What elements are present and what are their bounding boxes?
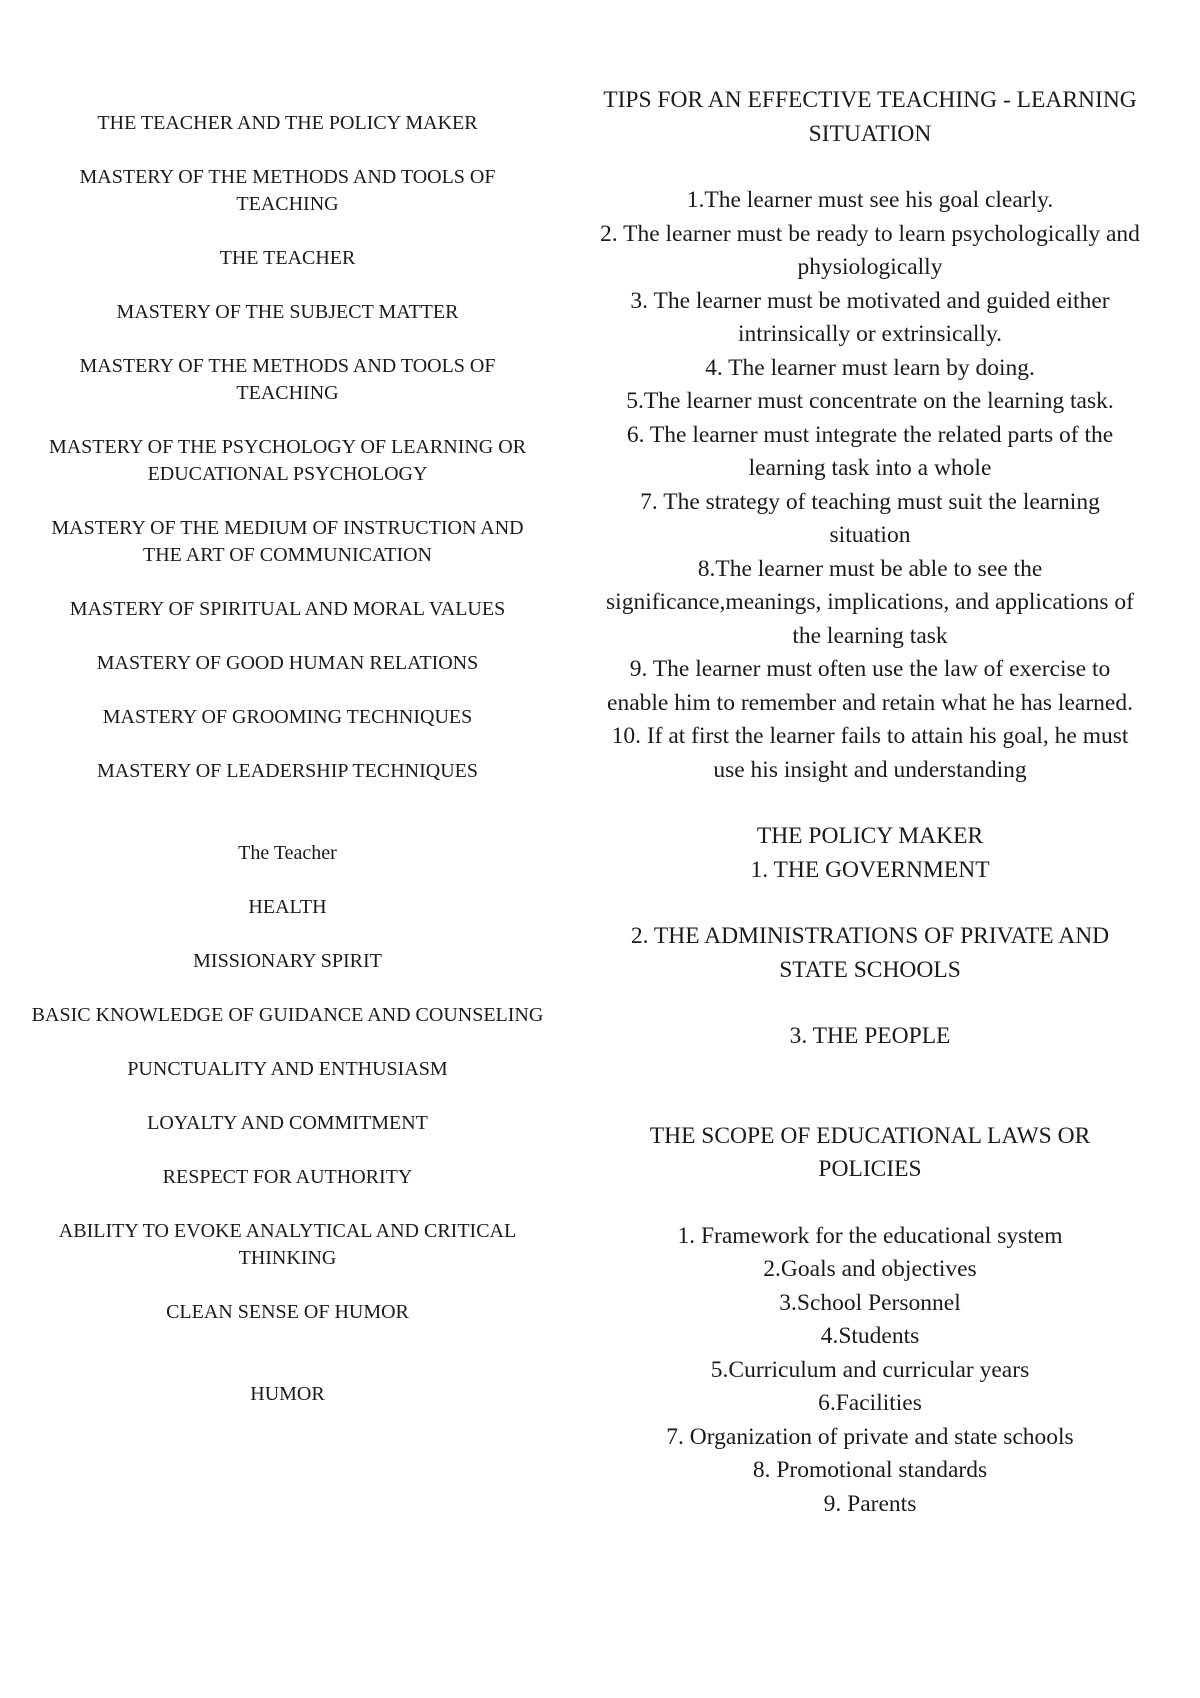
scope-item: 2.Goals and objectives xyxy=(763,1256,977,1282)
left-item: HEALTH xyxy=(248,896,327,918)
left-item: MASTERY OF GOOD HUMAN RELATIONS xyxy=(96,652,479,674)
left-item: RESPECT FOR AUTHORITY xyxy=(162,1166,413,1188)
left-item: CLEAN SENSE OF HUMOR xyxy=(166,1301,409,1323)
tip-item: 6. The learner must integrate the related parts of the learning task into a whole xyxy=(626,421,1114,481)
left-item: MASTERY OF THE SUBJECT MATTER xyxy=(116,301,459,323)
scope-item: 4.Students xyxy=(820,1323,920,1349)
tip-item: 9. The learner must often use the law of exercise to enable him to remember and retain what he has learned. xyxy=(607,656,1133,716)
tip-item: 4. The learner must learn by doing. xyxy=(705,354,1035,381)
scope-item: 8. Promotional standards xyxy=(752,1457,988,1483)
left-item: THE TEACHER xyxy=(219,247,356,269)
scope-item: 1. Framework for the educational system xyxy=(677,1222,1063,1249)
left-item: MASTERY OF THE MEDIUM OF INSTRUCTION AND THE ART OF COMMUNICATION xyxy=(51,517,524,566)
left-item: THE TEACHER AND THE POLICY MAKER xyxy=(97,112,478,134)
left-item: PUNCTUALITY AND ENTHUSIASM xyxy=(127,1058,448,1080)
left-item: MASTERY OF GROOMING TECHNIQUES xyxy=(102,706,473,728)
left-item: MASTERY OF THE PSYCHOLOGY OF LEARNING OR EDUCATIONAL PSYCHOLOGY xyxy=(48,436,527,485)
tips-list xyxy=(600,184,1140,787)
scope-item: 5.Curriculum and curricular years xyxy=(710,1356,1030,1383)
scope-item: 3.School Personnel xyxy=(779,1289,961,1316)
tip-item: 3. The learner must be motivated and guided either intrinsically or extrinsically. xyxy=(630,287,1110,347)
tip-item: 1.The learner must see his goal clearly. xyxy=(686,187,1054,213)
left-item: The Teacher xyxy=(238,842,337,864)
policy-maker-section xyxy=(600,820,1140,887)
scope-item: 6.Facilities xyxy=(818,1390,922,1416)
policy-maker-item: 1. THE GOVERNMENT xyxy=(750,856,990,883)
right-column xyxy=(600,84,1140,1521)
left-item: ABILITY TO EVOKE ANALYTICAL AND CRITICAL THINKING xyxy=(58,1220,517,1269)
left-column xyxy=(30,110,545,1435)
left-item: MASTERY OF THE METHODS AND TOOLS OF TEACHING xyxy=(79,166,496,215)
left-item: MISSIONARY SPIRIT xyxy=(193,950,382,972)
tips-title: TIPS FOR AN EFFECTIVE TEACHING - LEARNING SITUATION xyxy=(603,87,1137,147)
left-item: MASTERY OF LEADERSHIP TECHNIQUES xyxy=(97,760,478,782)
left-item: MASTERY OF SPIRITUAL AND MORAL VALUES xyxy=(69,598,506,620)
policy-maker-item: 2. THE ADMINISTRATIONS OF PRIVATE AND STATE SCHOOLS xyxy=(630,923,1110,983)
scope-list xyxy=(600,1220,1140,1522)
scope-item: 9. Parents xyxy=(823,1490,917,1517)
policy-maker-item: 3. THE PEOPLE xyxy=(789,1023,951,1049)
left-item: LOYALTY AND COMMITMENT xyxy=(147,1112,428,1134)
tip-item: 10. If at first the learner fails to attain his goal, he must use his insight and understanding xyxy=(611,723,1129,783)
scope-item: 7. Organization of private and state schools xyxy=(666,1423,1074,1450)
left-item: MASTERY OF THE METHODS AND TOOLS OF TEACHING xyxy=(79,355,496,404)
left-item: HUMOR xyxy=(250,1383,325,1405)
tip-item: 7. The strategy of teaching must suit the learning situation xyxy=(640,488,1100,548)
tip-item: 8.The learner must be able to see the significance,meanings, implications, and applications of the learning task xyxy=(606,555,1134,649)
left-item: BASIC KNOWLEDGE OF GUIDANCE AND COUNSELING xyxy=(31,1004,544,1026)
scope-title: THE SCOPE OF EDUCATIONAL LAWS OR POLICIES xyxy=(649,1122,1091,1182)
tip-item: 2. The learner must be ready to learn psychologically and physiologically xyxy=(600,220,1140,280)
tip-item: 5.The learner must concentrate on the learning task. xyxy=(626,388,1114,414)
policy-maker-title: THE POLICY MAKER xyxy=(756,823,984,849)
